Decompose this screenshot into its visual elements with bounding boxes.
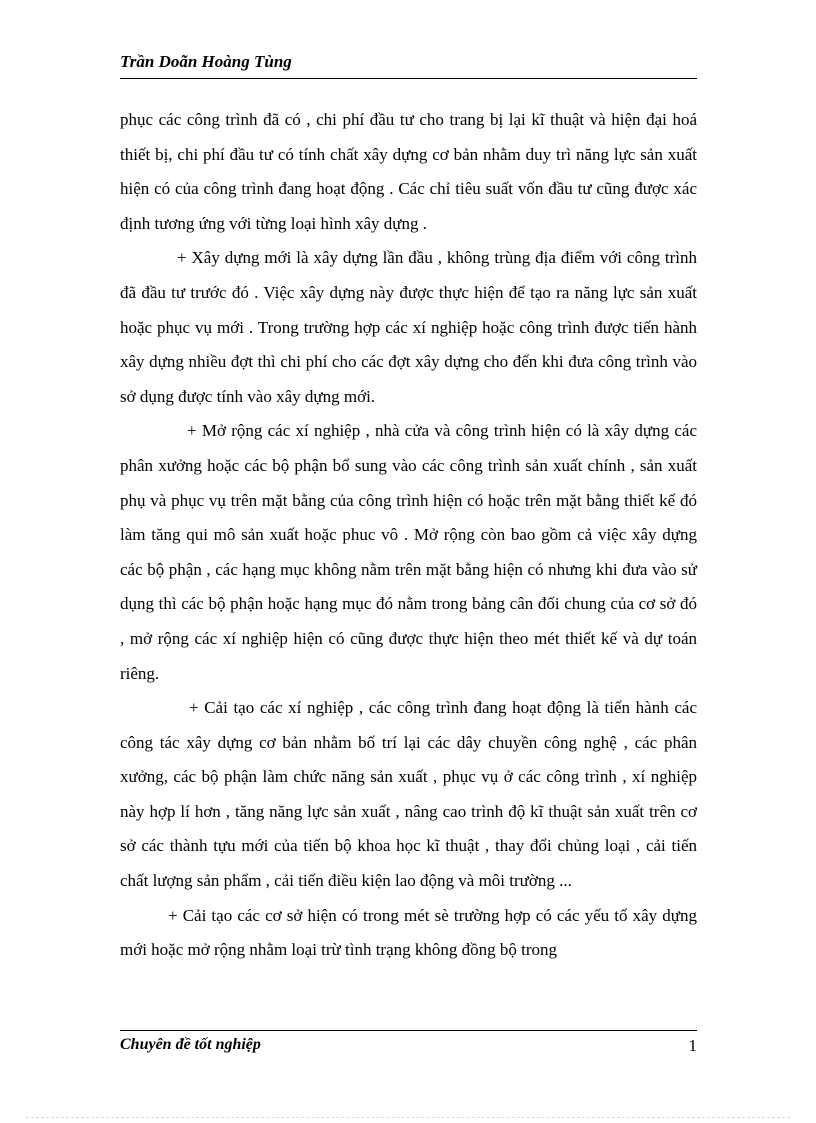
body-paragraph: + Xây dựng mới là xây dựng lần đầu , không trùng địa điểm với công trình đã đầu tư trước đó . Việc xây dựng này được thực hiện để tạo ra năng lực sản xuất hoặc phục vụ mới . Trong trường hợp các xí nghiệp hoặc công trình được tiến hành xây dựng nhiều đợt thì chi phí cho các đợt xây dựng cho đến khi đưa công trình vào sở dụng được tính vào xây dựng mới. [120,248,697,406]
body-paragraph: + Cải tạo các xí nghiệp , các công trình đang hoạt động là tiến hành các công tác xây dựng cơ bản nhằm bố trí lại các dây chuyền công nghệ , các phân xưởng, các bộ phận làm chức năng sản xuất , phục vụ ở các công trình , xí nghiệp này hợp lí hơn , tăng năng lực sản xuất , nâng cao trình độ kĩ thuật sản xuất trên cơ sở các thành tựu mới của tiến bộ khoa học kĩ thuật , thay đổi chủng loại , cải tiến chất lượng sản phẩm , cải tiến điều kiện lao động và môi trường ... [120,698,697,891]
page-footer [120,1030,697,1061]
header-author: Trần Doãn Hoàng Tùng [120,52,292,71]
footer-title: Chuyên đề tốt nghiệp [120,1036,261,1053]
body-paragraph: + Cải tạo các cơ sở hiện có trong mét sè trường hợp có các yếu tố xây dựng mới hoặc mở rộng nhằm loại trừ tình trạng không đồng bộ trong [120,905,697,960]
page-edge-divider [26,1117,790,1118]
page-number: 1 [688,1036,697,1055]
page-header [120,50,697,79]
document-body [120,103,697,968]
body-paragraph: phục các công trình đã có , chi phí đầu tư cho trang bị lại kĩ thuật và hiện đại hoá thiết bị, chi phí đầu tư có tính chất xây dựng cơ bản nhằm duy trì năng lực sản xuất hiện có của công trình đang hoạt động . Các chỉ tiêu suất vốn đầu tư cũng được xác định tương ứng với từng loại hình xây dựng . [120,110,697,233]
body-paragraph: + Mở rộng các xí nghiệp , nhà cửa và công trình hiện có là xây dựng các phân xưởng hoặc các bộ phận bổ sung vào các công trình sản xuất chính , sản xuất phụ và phục vụ trên mặt bằng của công trình hiện có hoặc trên mặt bằng thiết kế đó làm tăng qui mô sản xuất hoặc phuc vô . Mở rộng còn bao gồm cả việc xây dựng các bộ phận , các hạng mục không nằm trên mặt bằng hiện có nhưng khi đưa vào sử dụng thì các bộ phận hoặc hạng mục đó nằm trong bảng cân đối chung của cơ sở đó , mở rộng các xí nghiệp hiện có cũng được thực hiện theo mét thiết kế và dự toán riêng. [120,421,697,683]
